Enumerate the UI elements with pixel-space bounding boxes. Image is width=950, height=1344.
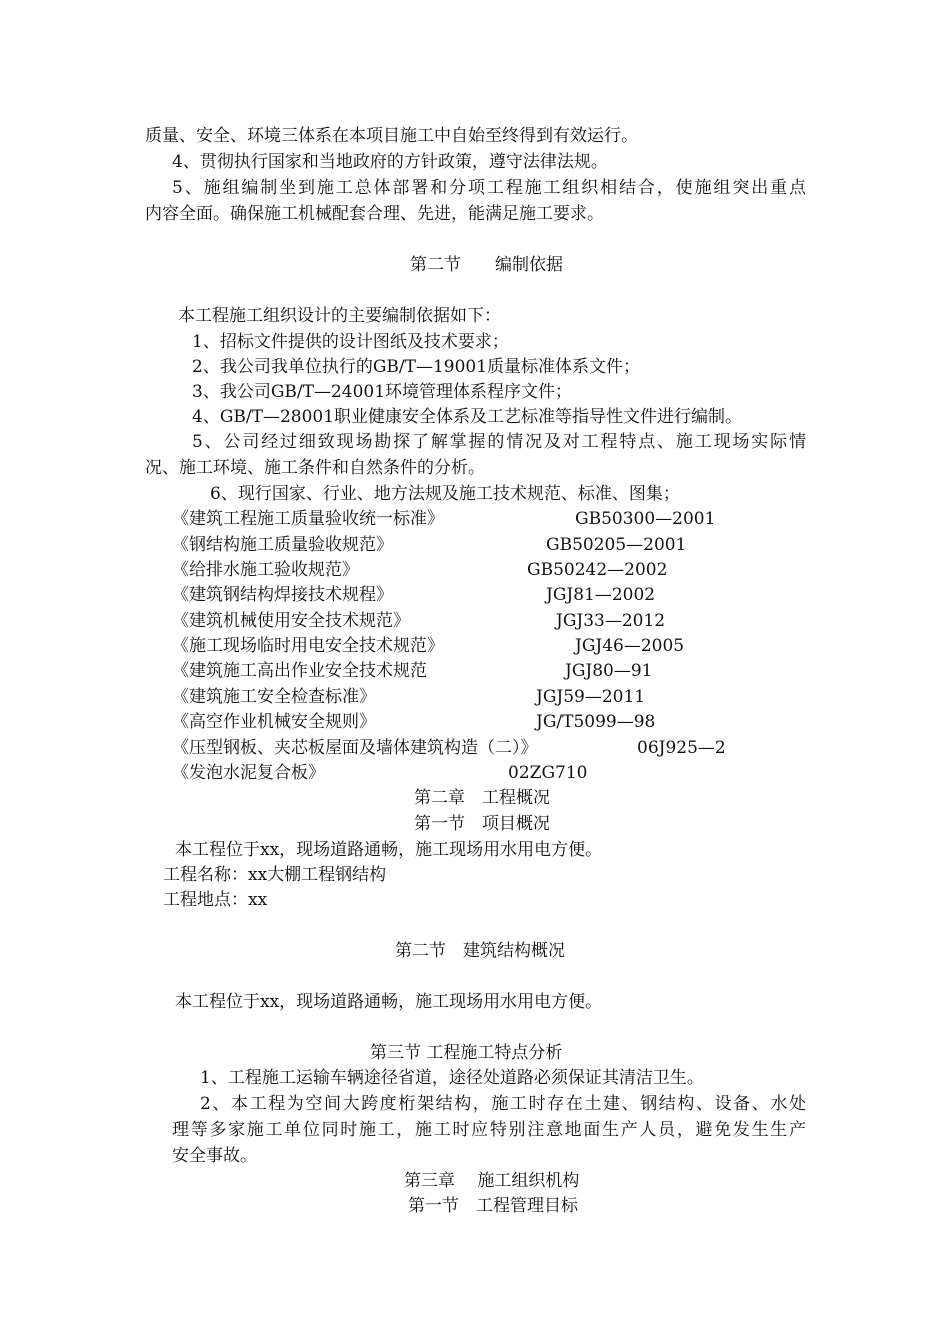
standard-row xyxy=(0,714,950,734)
section-heading: 第三节 工程施工特点分析 xyxy=(370,1043,563,1063)
standard-code: GB50300—2001 xyxy=(575,509,716,529)
project-name: 工程名称：xx大棚工程钢结构 xyxy=(163,865,387,885)
list-item: 2、我公司我单位执行的GB/T—19001质量标准体系文件； xyxy=(192,357,641,377)
standard-code: 02ZG710 xyxy=(508,763,588,783)
standard-name: 《施工现场临时用电安全技术规范》 xyxy=(172,636,444,656)
standard-name: 《发泡水泥复合板》 xyxy=(172,763,325,783)
standard-code: JG/T5099—98 xyxy=(536,712,656,732)
standard-row xyxy=(0,511,950,531)
section-heading: 第一节 工程管理目标 xyxy=(408,1196,578,1216)
standard-code: GB50205—2001 xyxy=(546,535,687,555)
standard-name: 《建筑钢结构焊接技术规程》 xyxy=(172,585,393,605)
section-heading: 第一节 项目概况 xyxy=(414,814,550,834)
standard-name: 《压型钢板、夹芯板屋面及墙体建筑构造（二）》 xyxy=(172,738,538,758)
standard-row xyxy=(0,740,950,760)
standard-name: 《建筑施工安全检查标准》 xyxy=(172,687,376,707)
standard-row xyxy=(0,537,950,557)
standard-row xyxy=(0,663,950,683)
list-item: 5、公司经过细致现场勘探了解掌握的情况及对工程特点、施工现场实际情 xyxy=(192,432,806,452)
list-item: 3、我公司GB/T—24001环境管理体系程序文件； xyxy=(192,382,573,402)
paragraph-line: 理等多家施工单位同时施工，施工时应特别注意地面生产人员，避免发生生产 xyxy=(172,1120,806,1140)
standard-row xyxy=(0,689,950,709)
standard-code: JGJ59—2011 xyxy=(536,687,646,707)
standard-code: GB50242—2002 xyxy=(527,560,668,580)
list-item: 2、本工程为空间大跨度桁架结构，施工时存在土建、钢结构、设备、水处 xyxy=(200,1094,806,1114)
standard-row xyxy=(0,587,950,607)
standard-name: 《建筑施工高出作业安全技术规范 xyxy=(172,661,427,681)
project-site: 工程地点：xx xyxy=(163,890,268,910)
standard-code: JGJ46—2005 xyxy=(575,636,685,656)
paragraph-line: 质量、安全、环境三体系在本项目施工中自始至终得到有效运行。 xyxy=(145,126,638,146)
standard-row xyxy=(0,562,950,582)
standard-name: 《高空作业机械安全规则》 xyxy=(172,712,376,732)
standard-row xyxy=(0,638,950,658)
standard-name: 《钢结构施工质量验收规范》 xyxy=(172,535,393,555)
standard-code: JGJ80—91 xyxy=(565,661,653,681)
chapter-heading: 第二章 工程概况 xyxy=(414,788,550,808)
standard-code: JGJ33—2012 xyxy=(556,611,666,631)
paragraph-line: 本工程施工组织设计的主要编制依据如下： xyxy=(178,306,501,326)
standard-row xyxy=(0,613,950,633)
chapter-heading: 第三章 施工组织机构 xyxy=(404,1171,580,1191)
standard-name: 《建筑机械使用安全技术规范》 xyxy=(172,611,410,631)
list-item: 1、招标文件提供的设计图纸及技术要求； xyxy=(192,332,509,352)
paragraph-line: 况、施工环境、施工条件和自然条件的分析。 xyxy=(145,458,485,478)
paragraph-line: 安全事故。 xyxy=(172,1146,257,1166)
standard-code: 06J925—2 xyxy=(637,738,726,758)
paragraph-line: 4、贯彻执行国家和当地政府的方针政策，遵守法律法规。 xyxy=(172,152,608,172)
standard-name: 《建筑工程施工质量验收统一标准》 xyxy=(172,509,444,529)
section-heading: 第二节 编制依据 xyxy=(410,255,563,275)
standard-row xyxy=(0,765,950,785)
section-heading: 第二节 建筑结构概况 xyxy=(395,941,565,961)
list-item: 4、GB/T—28001职业健康安全体系及工艺标准等指导性文件进行编制。 xyxy=(192,407,743,427)
list-item: 6、现行国家、行业、地方法规及施工技术规范、标准、图集； xyxy=(210,484,680,504)
standard-code: JGJ81—2002 xyxy=(546,585,656,605)
list-item: 1、工程施工运输车辆途径省道，途径处道路必须保证其清洁卫生。 xyxy=(200,1068,704,1088)
standard-name: 《给排水施工验收规范》 xyxy=(172,560,359,580)
paragraph-line: 内容全面。确保施工机械配套合理、先进，能满足施工要求。 xyxy=(145,204,604,224)
paragraph-line: 本工程位于xx，现场道路通畅，施工现场用水用电方便。 xyxy=(175,840,603,860)
paragraph-line: 本工程位于xx，现场道路通畅，施工现场用水用电方便。 xyxy=(175,992,603,1012)
paragraph-line: 5、施组编制坐到施工总体部署和分项工程施工组织相结合，使施组突出重点 xyxy=(172,178,806,198)
